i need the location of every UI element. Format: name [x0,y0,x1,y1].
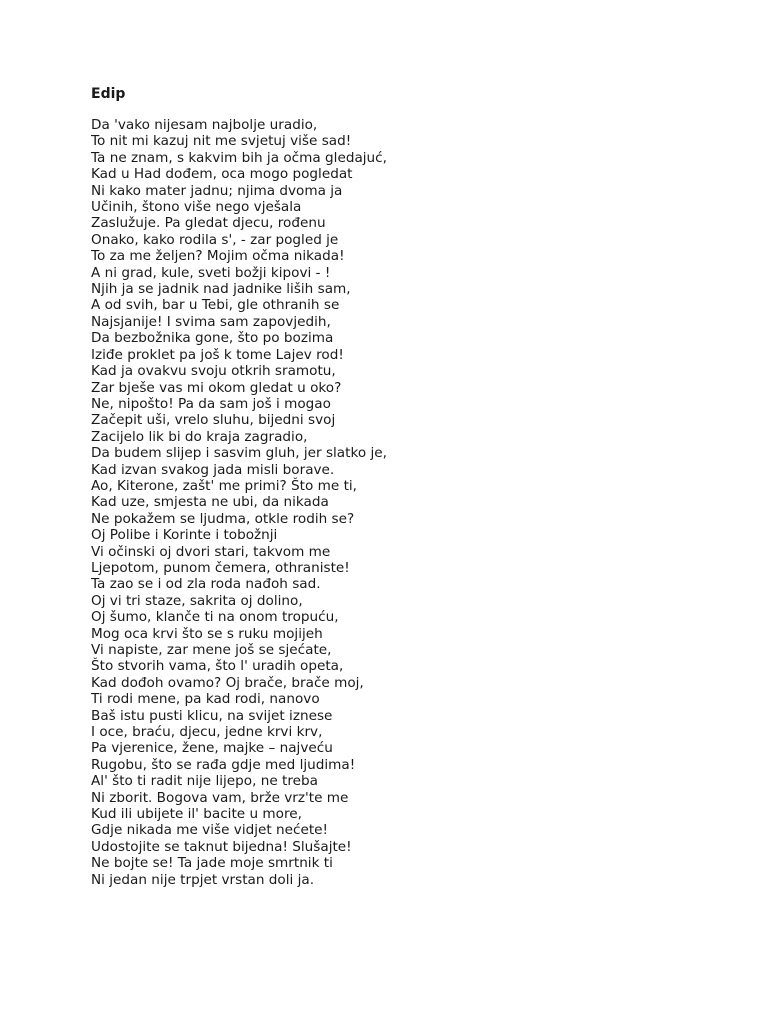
poem-line: Začepit uši, vrelo sluhu, bijedni svoj [91,412,336,429]
poem-line: To nit mi kazuj nit me svjetuj više sad! [91,133,352,150]
poem-line: Al' što ti radit nije lijepo, ne treba [91,773,318,790]
poem-line: Najsjanije! I svima sam zapovjedih, [91,313,331,330]
poem-line: Ne bojte se! Ta jade moje smrtnik ti [91,855,333,872]
poem-line: A od svih, bar u Tebi, gle othranih se [91,297,340,314]
poem-line: Oj šumo, klanče ti na onom tropuću, [91,609,339,626]
poem-line: Udostojite se taknut bijedna! Slušajte! [91,838,352,855]
poem-line: Kad uze, smjesta ne ubi, da nikada [91,494,329,511]
poem-line: Zaslužuje. Pa gledat djecu, rođenu [91,215,326,232]
poem-line: Vi očinski oj dvori stari, takvom me [91,543,331,560]
poem-line: Kud ili ubijete il' bacite u more, [91,806,302,823]
poem-line: Ta ne znam, s kakvim bih ja očma gledajuć, [91,149,387,166]
poem-line: Ni zborit. Bogova vam, brže vrz'te me [91,789,349,806]
poem-line: Oj vi tri staze, sakrita oj dolino, [91,592,303,609]
poem-line: Pa vjerenice, žene, majke – najveću [91,740,333,757]
poem-line: Kad izvan svakog jada misli borave. [91,461,335,478]
poem-line: Da budem slijep i sasvim gluh, jer slatko je, [91,445,387,462]
poem-line: To za me željen? Mojim očma nikada! [91,248,345,265]
poem-line: Ni jedan nije trpjet vrstan doli ja. [91,871,315,888]
poem-line: Ljepotom, punom čemera, othraniste! [91,559,350,576]
poem-line: Iziđe proklet pa još k tome Lajev rod! [91,346,344,363]
poem-line: Oj Polibe i Korinte i tobožnji [91,527,278,544]
poem-line: Onako, kako rodila s', - zar pogled je [91,231,339,248]
poem-line: Učinih, štono više nego vješala [91,199,302,216]
poem-line: Rugobu, što se rađa gdje med ljudima! [91,756,356,773]
poem-body [91,117,387,888]
poem-line: Ti rodi mene, pa kad rodi, nanovo [91,691,320,708]
document-title: Edip [91,86,126,102]
poem-line: Ni kako mater jadnu; njima dvoma ja [91,182,343,199]
poem-line: Ne pokažem se ljudma, otkle rodih se? [91,510,355,527]
poem-line: Zar bješe vas mi okom gledat u oko? [91,379,342,396]
poem-line: Da bezbožnika gone, što po bozima [91,330,334,347]
poem-line: Ao, Kiterone, zašt' me primi? Što me ti, [91,477,357,494]
poem-line: Vi napiste, zar mene još se sjećate, [91,642,332,658]
poem-line: Ta zao se i od zla roda nađoh sad. [91,576,321,593]
poem-line: Ne, nipošto! Pa da sam još i mogao [91,395,331,412]
poem-line: Njih ja se jadnik nad jadnike liših sam, [91,281,351,298]
poem-line: Da 'vako nijesam najbolje uradio, [91,117,318,133]
poem-line: Zacijelo lik bi do kraja zagradio, [91,428,308,445]
poem-line: Kad dođoh ovamo? Oj brače, brače moj, [91,674,364,691]
poem-line: I oce, braću, djecu, jedne krvi krv, [91,724,323,741]
poem-line: Kad ja ovakvu svoju otkrih sramotu, [91,363,336,380]
poem-line: Gdje nikada me više vidjet nećete! [91,822,328,839]
poem-line: Baš istu pusti klicu, na svijet iznese [91,707,333,724]
poem-line: A ni grad, kule, sveti božji kipovi - ! [91,264,331,281]
poem-line: Kad u Had dođem, oca mogo pogledat [91,166,353,183]
poem-line: Što stvorih vama, što l' uradih opeta, [91,658,344,675]
poem-line: Mog oca krvi što se s ruku mojijeh [91,625,323,642]
